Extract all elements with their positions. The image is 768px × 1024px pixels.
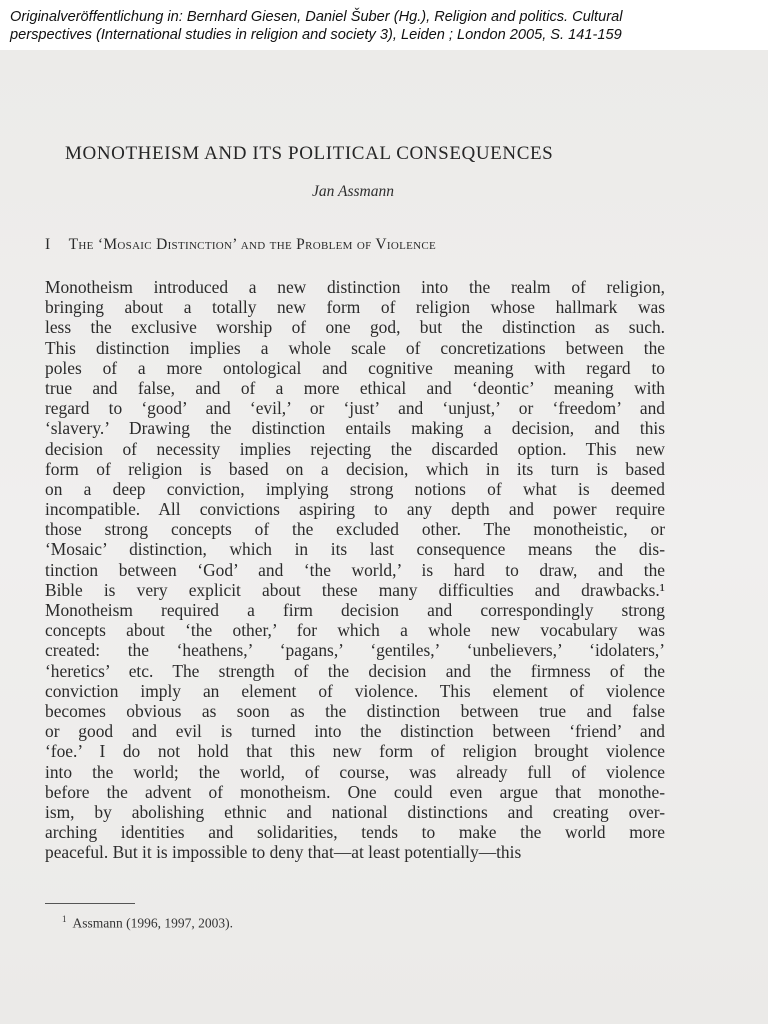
body-line: decision of necessity implies rejecting the discarded option. This new bbox=[45, 438, 665, 459]
body-line: on a deep conviction, implying strong notions of what is deemed bbox=[45, 478, 665, 499]
body-line: incompatible. All convictions aspiring to any depth and power require bbox=[45, 499, 665, 520]
body-line: concepts about ‘the other,’ for which a whole new vocabulary was bbox=[45, 620, 665, 641]
body-line: Monotheism introduced a new distinction into the realm of religion, bbox=[45, 277, 665, 297]
section-title: The ‘Mosaic Distinction’ and the Problem of Violence bbox=[68, 236, 437, 253]
body-line: ‘heretics’ etc. The strength of the decision and the firmness of the bbox=[45, 660, 665, 681]
body-line: form of religion is based on a decision, which in its turn is based bbox=[45, 458, 665, 479]
section-number: I bbox=[45, 236, 51, 253]
body-line: tinction between ‘God’ and ‘the world,’ is hard to draw, and the bbox=[45, 559, 665, 580]
footnote bbox=[62, 914, 233, 932]
footnote-mark: 1 bbox=[62, 914, 67, 924]
body-line: ‘foe.’ I do not hold that this new form of religion brought violence bbox=[45, 741, 665, 762]
body-line: peaceful. But it is impossible to deny that—at least potentially—this bbox=[45, 842, 522, 863]
body-line: less the exclusive worship of one god, but the distinction as such. bbox=[45, 317, 665, 338]
footnote-text: Assmann (1996, 1997, 2003). bbox=[72, 915, 233, 931]
body-line: into the world; the world, of course, was already full of violence bbox=[45, 761, 665, 782]
body-line: bringing about a totally new form of religion whose hallmark was bbox=[45, 297, 665, 318]
body-line: conviction imply an element of violence. This element of violence bbox=[45, 680, 665, 701]
body-line: those strong concepts of the excluded other. The monotheistic, or bbox=[45, 519, 665, 540]
body-line: poles of a more ontological and cognitive meaning with regard to bbox=[45, 357, 665, 378]
body-line: true and false, and of a more ethical and ‘deontic’ meaning with bbox=[45, 377, 665, 398]
body-line: ‘Mosaic’ distinction, which in its last consequence means the dis- bbox=[45, 539, 665, 560]
section-heading bbox=[45, 236, 675, 254]
footnote-rule bbox=[45, 903, 135, 904]
body-line: becomes obvious as soon as the distinction between true and false bbox=[45, 700, 665, 721]
article-author: Jan Assmann bbox=[312, 183, 394, 200]
body-paragraph bbox=[45, 277, 665, 862]
body-line: ‘slavery.’ Drawing the distinction entails making a decision, and this bbox=[45, 418, 665, 439]
body-line: regard to ‘good’ and ‘evil,’ or ‘just’ and ‘unjust,’ or ‘freedom’ and bbox=[45, 398, 665, 419]
body-line: before the advent of monotheism. One could even argue that monothe- bbox=[45, 781, 665, 802]
body-line: created: the ‘heathens,’ ‘pagans,’ ‘gentiles,’ ‘unbelievers,’ ‘idolaters,’ bbox=[45, 640, 665, 661]
citation-line-1: Originalveröffentlichung in: Bernhard Giesen, Daniel Šuber (Hg.), Religion and politics. Cultural bbox=[10, 9, 623, 25]
body-line: This distinction implies a whole scale of concretizations between the bbox=[45, 337, 665, 358]
body-line: Bible is very explicit about these many difficulties and drawbacks.¹ bbox=[45, 579, 665, 600]
body-line: Monotheism required a firm decision and correspondingly strong bbox=[45, 600, 665, 620]
body-line: ism, by abolishing ethnic and national distinctions and creating over- bbox=[45, 801, 665, 822]
citation-header bbox=[0, 0, 768, 50]
body-line: or good and evil is turned into the distinction between ‘friend’ and bbox=[45, 721, 665, 742]
body-line: arching identities and solidarities, tends to make the world more bbox=[45, 822, 665, 843]
citation-line-2: perspectives (International studies in religion and society 3), Leiden ; London 2005, S. 141-159 bbox=[10, 27, 622, 43]
article-title: MONOTHEISM AND ITS POLITICAL CONSEQUENCES bbox=[65, 143, 554, 164]
